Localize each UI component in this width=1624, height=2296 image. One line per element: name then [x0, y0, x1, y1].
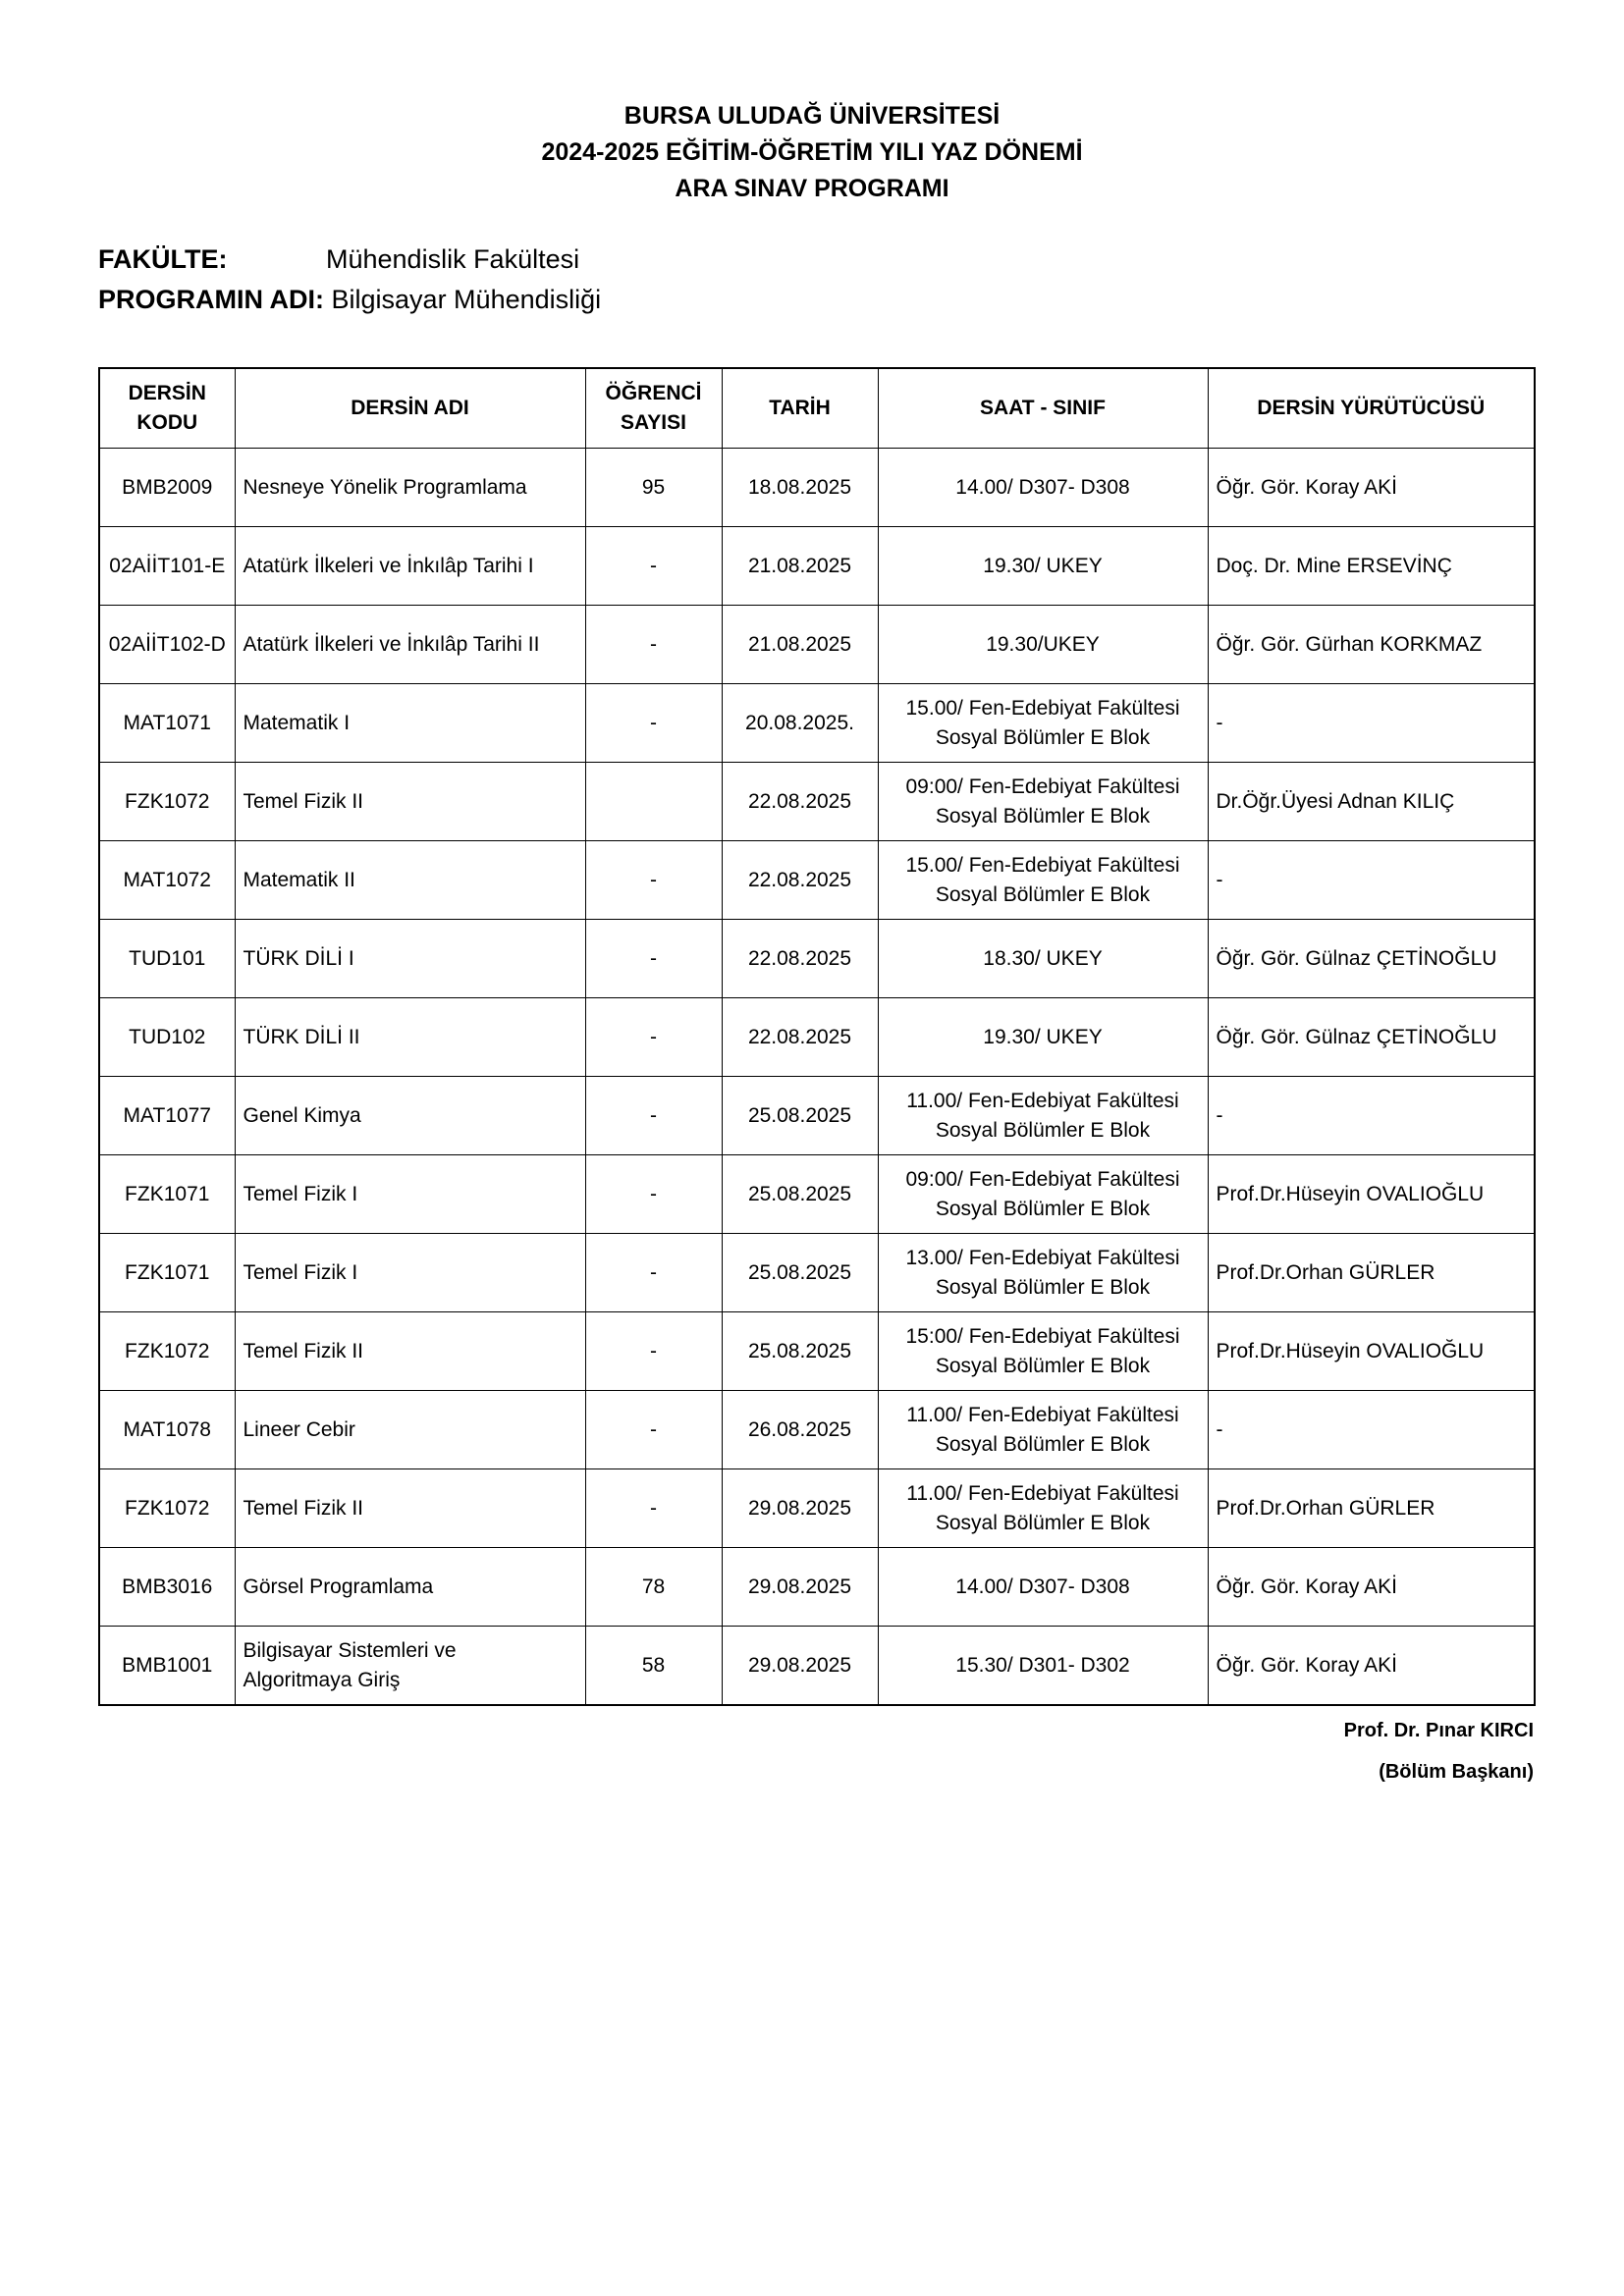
lecturer-cell: Öğr. Gör. Gülnaz ÇETİNOĞLU	[1208, 998, 1535, 1077]
lecturer-cell: -	[1208, 684, 1535, 763]
table-row	[99, 1155, 1535, 1234]
program-info	[98, 240, 601, 320]
table-row	[99, 1548, 1535, 1627]
time-room-cell: 09:00/ Fen-Edebiyat Fakültesi Sosyal Bölümler E Blok	[878, 763, 1208, 841]
student-count-cell: -	[585, 1155, 722, 1234]
table-row	[99, 920, 1535, 998]
student-count-cell: -	[585, 841, 722, 920]
time-room-cell: 14.00/ D307- D308	[878, 449, 1208, 527]
table-row	[99, 763, 1535, 841]
course-code-cell: MAT1077	[99, 1077, 235, 1155]
column-header-code: DERSİN KODU	[99, 368, 235, 449]
table-row	[99, 998, 1535, 1077]
table-row	[99, 1312, 1535, 1391]
exam-date-cell: 26.08.2025	[722, 1391, 878, 1469]
student-count-cell: -	[585, 1077, 722, 1155]
table-row	[99, 606, 1535, 684]
lecturer-cell: -	[1208, 1391, 1535, 1469]
course-code-cell: FZK1072	[99, 1312, 235, 1391]
faculty-row	[98, 240, 601, 280]
time-room-cell: 14.00/ D307- D308	[878, 1548, 1208, 1627]
student-count-cell: 95	[585, 449, 722, 527]
lecturer-cell: Prof.Dr.Hüseyin OVALIOĞLU	[1208, 1312, 1535, 1391]
course-name-cell: Temel Fizik II	[235, 763, 585, 841]
exam-date-cell: 25.08.2025	[722, 1234, 878, 1312]
lecturer-cell: -	[1208, 841, 1535, 920]
course-code-cell: TUD102	[99, 998, 235, 1077]
lecturer-cell: Öğr. Gör. Gülnaz ÇETİNOĞLU	[1208, 920, 1535, 998]
exam-date-cell: 22.08.2025	[722, 841, 878, 920]
course-code-cell: 02AİİT101-E	[99, 527, 235, 606]
exam-date-cell: 25.08.2025	[722, 1155, 878, 1234]
course-name-cell: Temel Fizik II	[235, 1469, 585, 1548]
student-count-cell: -	[585, 1234, 722, 1312]
time-room-cell: 19.30/ UKEY	[878, 527, 1208, 606]
faculty-label: FAKÜLTE:	[98, 244, 228, 274]
course-name-cell: TÜRK DİLİ I	[235, 920, 585, 998]
exam-date-cell: 18.08.2025	[722, 449, 878, 527]
table-row	[99, 449, 1535, 527]
exam-date-cell: 22.08.2025	[722, 763, 878, 841]
course-name-cell: Genel Kimya	[235, 1077, 585, 1155]
program-label: PROGRAMIN ADI:	[98, 285, 324, 314]
course-name-cell: Nesneye Yönelik Programlama	[235, 449, 585, 527]
course-name-cell: Temel Fizik II	[235, 1312, 585, 1391]
time-room-cell: 11.00/ Fen-Edebiyat Fakültesi Sosyal Bölümler E Blok	[878, 1391, 1208, 1469]
course-code-cell: FZK1072	[99, 763, 235, 841]
table-header-row	[99, 368, 1535, 449]
exam-date-cell: 25.08.2025	[722, 1077, 878, 1155]
student-count-cell: -	[585, 1469, 722, 1548]
course-name-cell: Matematik II	[235, 841, 585, 920]
column-header-time-room: SAAT - SINIF	[878, 368, 1208, 449]
student-count-cell: -	[585, 1312, 722, 1391]
table-row	[99, 841, 1535, 920]
faculty-value: Mühendislik Fakültesi	[326, 244, 580, 274]
student-count-cell: 78	[585, 1548, 722, 1627]
course-code-cell: MAT1078	[99, 1391, 235, 1469]
column-header-lecturer: DERSİN YÜRÜTÜCÜSÜ	[1208, 368, 1535, 449]
exam-date-cell: 22.08.2025	[722, 998, 878, 1077]
time-room-cell: 13.00/ Fen-Edebiyat Fakültesi Sosyal Bölümler E Blok	[878, 1234, 1208, 1312]
course-name-cell: Matematik I	[235, 684, 585, 763]
exam-date-cell: 21.08.2025	[722, 606, 878, 684]
column-header-course-name: DERSİN ADI	[235, 368, 585, 449]
lecturer-cell: Prof.Dr.Hüseyin OVALIOĞLU	[1208, 1155, 1535, 1234]
lecturer-cell: Öğr. Gör. Gürhan KORKMAZ	[1208, 606, 1535, 684]
column-header-date: TARİH	[722, 368, 878, 449]
course-code-cell: TUD101	[99, 920, 235, 998]
course-code-cell: FZK1071	[99, 1155, 235, 1234]
lecturer-cell: Öğr. Gör. Koray AKİ	[1208, 1548, 1535, 1627]
student-count-cell: -	[585, 527, 722, 606]
course-code-cell: BMB2009	[99, 449, 235, 527]
course-name-cell: Lineer Cebir	[235, 1391, 585, 1469]
table-row	[99, 1469, 1535, 1548]
lecturer-cell: Prof.Dr.Orhan GÜRLER	[1208, 1234, 1535, 1312]
column-header-student-count: ÖĞRENCİ SAYISI	[585, 368, 722, 449]
student-count-cell: 58	[585, 1627, 722, 1706]
student-count-cell: -	[585, 606, 722, 684]
exam-date-cell: 22.08.2025	[722, 920, 878, 998]
course-code-cell: BMB3016	[99, 1548, 235, 1627]
time-room-cell: 11.00/ Fen-Edebiyat Fakültesi Sosyal Bölümler E Blok	[878, 1077, 1208, 1155]
time-room-cell: 15.00/ Fen-Edebiyat Fakültesi Sosyal Bölümler E Blok	[878, 684, 1208, 763]
time-room-cell: 15.30/ D301- D302	[878, 1627, 1208, 1706]
exam-date-cell: 29.08.2025	[722, 1627, 878, 1706]
exam-date-cell: 20.08.2025.	[722, 684, 878, 763]
course-name-cell: Temel Fizik I	[235, 1234, 585, 1312]
table-row	[99, 684, 1535, 763]
lecturer-cell: Doç. Dr. Mine ERSEVİNÇ	[1208, 527, 1535, 606]
course-name-cell: Bilgisayar Sistemleri ve Algoritmaya Giriş	[235, 1627, 585, 1706]
course-code-cell: MAT1072	[99, 841, 235, 920]
time-room-cell: 19.30/ UKEY	[878, 998, 1208, 1077]
document-header	[0, 98, 1624, 207]
university-title: BURSA ULUDAĞ ÜNİVERSİTESİ	[623, 102, 1001, 130]
exam-date-cell: 21.08.2025	[722, 527, 878, 606]
course-name-cell: TÜRK DİLİ II	[235, 998, 585, 1077]
program-row	[98, 280, 601, 320]
lecturer-cell: -	[1208, 1077, 1535, 1155]
time-room-cell: 09:00/ Fen-Edebiyat Fakültesi Sosyal Bölümler E Blok	[878, 1155, 1208, 1234]
course-code-cell: FZK1072	[99, 1469, 235, 1548]
exam-date-cell: 25.08.2025	[722, 1312, 878, 1391]
student-count-cell: -	[585, 1391, 722, 1469]
course-code-cell: BMB1001	[99, 1627, 235, 1706]
lecturer-cell: Dr.Öğr.Üyesi Adnan KILIÇ	[1208, 763, 1535, 841]
table-row	[99, 1234, 1535, 1312]
student-count-cell	[585, 763, 722, 841]
course-name-cell: Atatürk İlkeleri ve İnkılâp Tarihi II	[235, 606, 585, 684]
table-row	[99, 1627, 1535, 1706]
time-room-cell: 11.00/ Fen-Edebiyat Fakültesi Sosyal Bölümler E Blok	[878, 1469, 1208, 1548]
table-row	[99, 1077, 1535, 1155]
table-row	[99, 1391, 1535, 1469]
time-room-cell: 18.30/ UKEY	[878, 920, 1208, 998]
time-room-cell: 19.30/UKEY	[878, 606, 1208, 684]
table-body	[99, 449, 1535, 1706]
time-room-cell: 15:00/ Fen-Edebiyat Fakültesi Sosyal Bölümler E Blok	[878, 1312, 1208, 1391]
course-name-cell: Temel Fizik I	[235, 1155, 585, 1234]
exam-date-cell: 29.08.2025	[722, 1548, 878, 1627]
signatory-name: Prof. Dr. Pınar KIRCI	[1343, 1720, 1534, 1741]
lecturer-cell: Öğr. Gör. Koray AKİ	[1208, 1627, 1535, 1706]
signatory-title: (Bölüm Başkanı)	[1379, 1761, 1534, 1783]
academic-year-title: 2024-2025 EĞİTİM-ÖĞRETİM YILI YAZ DÖNEMİ	[541, 138, 1083, 166]
time-room-cell: 15.00/ Fen-Edebiyat Fakültesi Sosyal Bölümler E Blok	[878, 841, 1208, 920]
document-title: ARA SINAV PROGRAMI	[675, 175, 949, 202]
course-name-cell: Görsel Programlama	[235, 1548, 585, 1627]
lecturer-cell: Öğr. Gör. Koray AKİ	[1208, 449, 1535, 527]
student-count-cell: -	[585, 920, 722, 998]
lecturer-cell: Prof.Dr.Orhan GÜRLER	[1208, 1469, 1535, 1548]
student-count-cell: -	[585, 998, 722, 1077]
course-code-cell: MAT1071	[99, 684, 235, 763]
exam-date-cell: 29.08.2025	[722, 1469, 878, 1548]
exam-schedule-table	[98, 367, 1536, 1706]
signature-block	[1344, 1710, 1534, 1792]
table-row	[99, 527, 1535, 606]
program-value: Bilgisayar Mühendisliği	[331, 285, 602, 314]
student-count-cell: -	[585, 684, 722, 763]
course-code-cell: 02AİİT102-D	[99, 606, 235, 684]
course-name-cell: Atatürk İlkeleri ve İnkılâp Tarihi I	[235, 527, 585, 606]
course-code-cell: FZK1071	[99, 1234, 235, 1312]
